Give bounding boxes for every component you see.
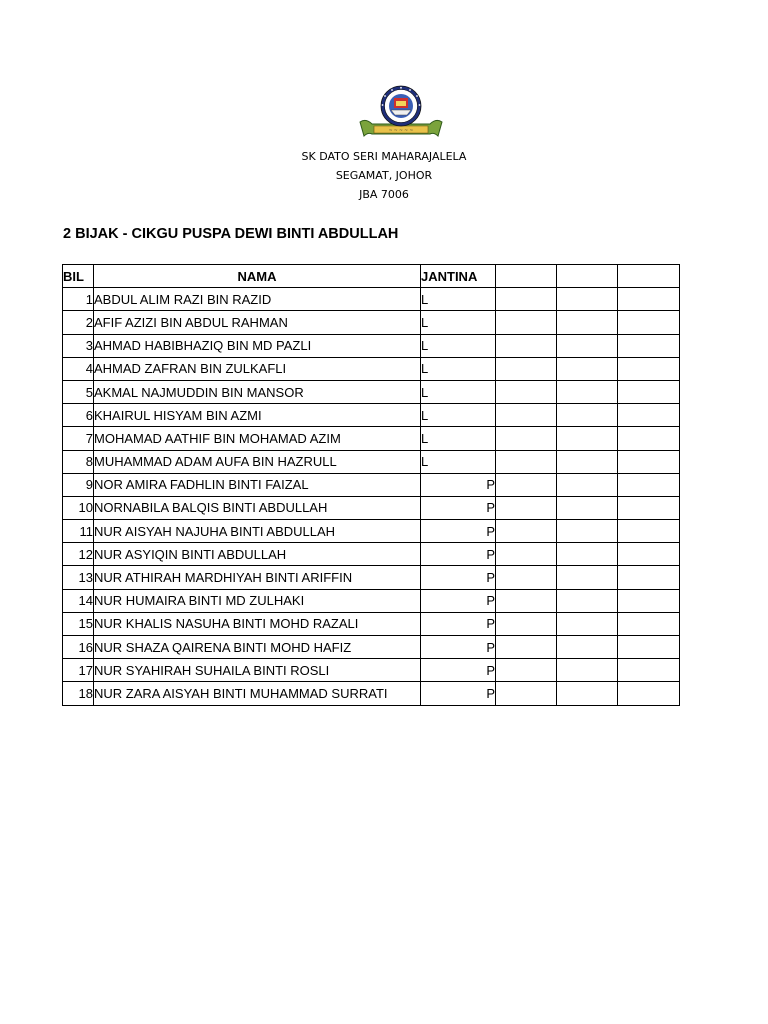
- cell-bil: 5: [63, 380, 94, 403]
- cell-empty: [496, 566, 557, 589]
- school-code: JBA 7006: [359, 188, 409, 201]
- cell-nama: AHMAD HABIBHAZIQ BIN MD PAZLI: [94, 334, 421, 357]
- table-row: [63, 357, 680, 380]
- cell-empty: [496, 682, 557, 705]
- cell-empty: [557, 473, 618, 496]
- school-name: SK DATO SERI MAHARAJALELA: [301, 150, 467, 163]
- cell-empty: [557, 334, 618, 357]
- cell-empty: [618, 357, 680, 380]
- cell-nama: AKMAL NAJMUDDIN BIN MANSOR: [94, 380, 421, 403]
- cell-bil: 3: [63, 334, 94, 357]
- cell-empty: [496, 334, 557, 357]
- cell-nama: ABDUL ALIM RAZI BIN RAZID: [94, 288, 421, 311]
- cell-empty: [557, 543, 618, 566]
- cell-jantina: P: [421, 520, 496, 543]
- cell-empty: [618, 380, 680, 403]
- cell-empty: [496, 427, 557, 450]
- school-logo-icon: [358, 84, 444, 142]
- cell-empty: [496, 357, 557, 380]
- cell-bil: 8: [63, 450, 94, 473]
- table-row: [63, 682, 680, 705]
- cell-empty: [618, 589, 680, 612]
- cell-empty: [496, 543, 557, 566]
- cell-empty: [557, 311, 618, 334]
- cell-jantina: L: [421, 450, 496, 473]
- cell-empty: [557, 682, 618, 705]
- cell-nama: NUR ASYIQIN BINTI ABDULLAH: [94, 543, 421, 566]
- cell-bil: 13: [63, 566, 94, 589]
- cell-nama: NUR ATHIRAH MARDHIYAH BINTI ARIFFIN: [94, 566, 421, 589]
- cell-jantina: L: [421, 404, 496, 427]
- cell-nama: NUR SHAZA QAIRENA BINTI MOHD HAFIZ: [94, 636, 421, 659]
- cell-empty: [557, 427, 618, 450]
- cell-empty: [618, 543, 680, 566]
- cell-jantina: P: [421, 473, 496, 496]
- cell-empty: [618, 520, 680, 543]
- table-row: [63, 589, 680, 612]
- header-empty-3: [618, 265, 680, 288]
- cell-jantina: L: [421, 288, 496, 311]
- table-row: [63, 427, 680, 450]
- cell-bil: 16: [63, 636, 94, 659]
- cell-empty: [618, 682, 680, 705]
- cell-empty: [557, 636, 618, 659]
- cell-nama: KHAIRUL HISYAM BIN AZMI: [94, 404, 421, 427]
- header-jantina: JANTINA: [421, 265, 496, 288]
- cell-empty: [496, 311, 557, 334]
- cell-nama: NUR KHALIS NASUHA BINTI MOHD RAZALI: [94, 612, 421, 635]
- cell-empty: [557, 520, 618, 543]
- school-location: SEGAMAT, JOHOR: [335, 169, 433, 182]
- table-row: [63, 566, 680, 589]
- roster-body: [63, 288, 680, 705]
- cell-bil: 6: [63, 404, 94, 427]
- cell-nama: NUR SYAHIRAH SUHAILA BINTI ROSLI: [94, 659, 421, 682]
- table-row: [63, 612, 680, 635]
- cell-empty: [557, 659, 618, 682]
- cell-bil: 18: [63, 682, 94, 705]
- table-row: [63, 404, 680, 427]
- table-row: [63, 520, 680, 543]
- cell-empty: [557, 566, 618, 589]
- cell-bil: 11: [63, 520, 94, 543]
- table-row: [63, 496, 680, 519]
- cell-empty: [557, 288, 618, 311]
- cell-empty: [618, 659, 680, 682]
- cell-jantina: P: [421, 589, 496, 612]
- cell-jantina: P: [421, 566, 496, 589]
- cell-bil: 10: [63, 496, 94, 519]
- cell-nama: MOHAMAD AATHIF BIN MOHAMAD AZIM: [94, 427, 421, 450]
- cell-jantina: P: [421, 496, 496, 519]
- class-title: 2 BIJAK - CIKGU PUSPA DEWI BINTI ABDULLAH: [63, 226, 399, 242]
- cell-nama: NUR HUMAIRA BINTI MD ZULHAKI: [94, 589, 421, 612]
- table-row: [63, 636, 680, 659]
- cell-jantina: P: [421, 682, 496, 705]
- table-row: [63, 659, 680, 682]
- cell-empty: [618, 566, 680, 589]
- cell-empty: [557, 589, 618, 612]
- table-row: [63, 334, 680, 357]
- cell-empty: [496, 404, 557, 427]
- cell-nama: NOR AMIRA FADHLIN BINTI FAIZAL: [94, 473, 421, 496]
- table-row: [63, 473, 680, 496]
- cell-bil: 14: [63, 589, 94, 612]
- cell-empty: [557, 404, 618, 427]
- cell-empty: [557, 380, 618, 403]
- cell-empty: [557, 357, 618, 380]
- header-empty-2: [557, 265, 618, 288]
- cell-jantina: P: [421, 636, 496, 659]
- cell-empty: [618, 404, 680, 427]
- cell-empty: [496, 288, 557, 311]
- cell-empty: [618, 427, 680, 450]
- cell-empty: [618, 612, 680, 635]
- table-row: [63, 543, 680, 566]
- cell-empty: [496, 520, 557, 543]
- cell-bil: 9: [63, 473, 94, 496]
- cell-empty: [557, 612, 618, 635]
- header-bil: BIL: [63, 265, 94, 288]
- header-empty-1: [496, 265, 557, 288]
- table-header-row: [63, 265, 680, 288]
- cell-empty: [496, 589, 557, 612]
- cell-nama: AFIF AZIZI BIN ABDUL RAHMAN: [94, 311, 421, 334]
- cell-bil: 1: [63, 288, 94, 311]
- cell-empty: [618, 334, 680, 357]
- cell-jantina: P: [421, 612, 496, 635]
- cell-jantina: L: [421, 311, 496, 334]
- cell-nama: AHMAD ZAFRAN BIN ZULKAFLI: [94, 357, 421, 380]
- cell-empty: [557, 496, 618, 519]
- cell-jantina: L: [421, 427, 496, 450]
- cell-empty: [496, 496, 557, 519]
- cell-bil: 17: [63, 659, 94, 682]
- cell-empty: [618, 288, 680, 311]
- cell-nama: NUR ZARA AISYAH BINTI MUHAMMAD SURRATI: [94, 682, 421, 705]
- cell-bil: 7: [63, 427, 94, 450]
- cell-nama: NUR AISYAH NAJUHA BINTI ABDULLAH: [94, 520, 421, 543]
- cell-jantina: L: [421, 357, 496, 380]
- cell-jantina: P: [421, 659, 496, 682]
- cell-bil: 2: [63, 311, 94, 334]
- cell-bil: 15: [63, 612, 94, 635]
- cell-empty: [618, 496, 680, 519]
- table-row: [63, 450, 680, 473]
- table-row: [63, 311, 680, 334]
- svg-text:~ ~ ~ ~ ~: ~ ~ ~ ~ ~: [388, 128, 414, 134]
- table-row: [63, 288, 680, 311]
- cell-jantina: P: [421, 543, 496, 566]
- cell-empty: [496, 659, 557, 682]
- student-roster-table: [62, 264, 680, 706]
- table-row: [63, 380, 680, 403]
- cell-empty: [618, 450, 680, 473]
- cell-empty: [557, 450, 618, 473]
- cell-empty: [496, 380, 557, 403]
- cell-empty: [618, 636, 680, 659]
- cell-empty: [496, 612, 557, 635]
- cell-bil: 4: [63, 357, 94, 380]
- cell-nama: NORNABILA BALQIS BINTI ABDULLAH: [94, 496, 421, 519]
- cell-empty: [618, 473, 680, 496]
- cell-empty: [496, 450, 557, 473]
- cell-empty: [496, 473, 557, 496]
- cell-jantina: L: [421, 380, 496, 403]
- cell-nama: MUHAMMAD ADAM AUFA BIN HAZRULL: [94, 450, 421, 473]
- cell-empty: [618, 311, 680, 334]
- cell-empty: [496, 636, 557, 659]
- cell-bil: 12: [63, 543, 94, 566]
- cell-jantina: L: [421, 334, 496, 357]
- header-nama: NAMA: [94, 265, 421, 288]
